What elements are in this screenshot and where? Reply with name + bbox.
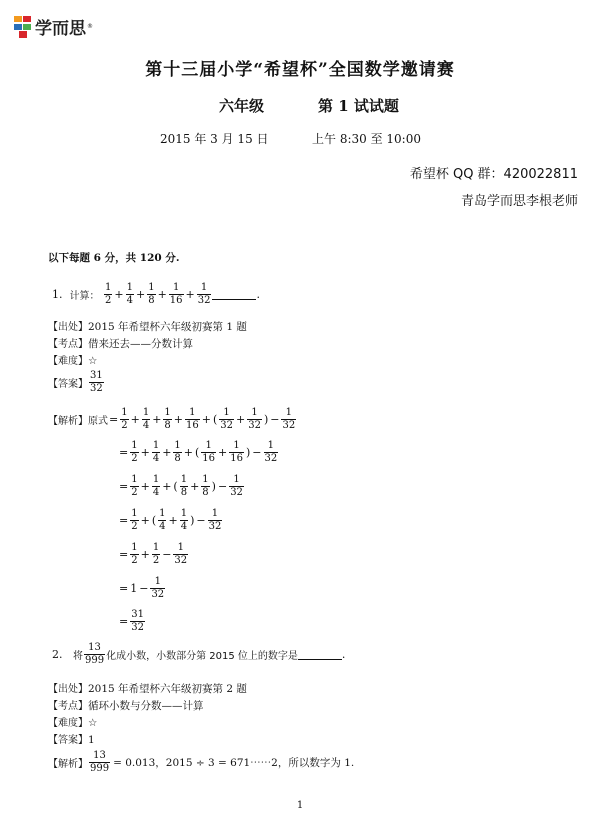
teacher-name: 青岛学而思李根老师 xyxy=(460,194,578,209)
q1-frac-4: $\frac{1}{16}$ xyxy=(169,282,183,306)
q1-frac-5: $\frac{1}{32}$ xyxy=(197,282,211,306)
q1-answer: 【答案】 $\frac{31}{32}$ xyxy=(48,370,103,394)
brand-logo xyxy=(14,14,93,39)
q2-answer-blank xyxy=(298,649,342,660)
q1-number: 1. xyxy=(52,288,63,301)
q1-analysis-step-2: = $\frac{1}{2}$ + $\frac{1}{4}$ + $\frac{1}{8}$ + ( $\frac{1}{16}$ + $\frac{1}{16}$ ) − $\frac{1}{32}$ xyxy=(119,440,278,464)
q1-analysis-step-3: = $\frac{1}{2}$ + $\frac{1}{4}$ + ( $\frac{1}{8}$ + $\frac{1}{8}$ ) − $\frac{1}{32}$ xyxy=(119,474,243,498)
test-label: 第 1 试试题 xyxy=(318,97,399,115)
q2-difficulty: 【难度】☆ xyxy=(48,717,98,729)
q2-analysis: 【解析】 $\frac{13}{999}$ = 0.013 ，2015 ÷ 3 = 671⋯⋯2，所以数字为 1. xyxy=(48,750,355,774)
intro-text: 以下每题 6 分，共 120 分. xyxy=(48,252,180,264)
page-number: 1 xyxy=(296,800,304,811)
q1-analysis-step-7: = $\frac{31}{32}$ xyxy=(119,609,144,633)
q2-answer: 【答案】1 xyxy=(48,734,95,746)
page-title: 第十三届小学“希望杯”全国数学邀请赛 xyxy=(145,60,455,80)
exam-time: 上午 8:30 至 10:00 xyxy=(312,132,421,146)
brand-reg: ® xyxy=(87,23,93,30)
logo-mark-icon xyxy=(14,16,32,38)
q1-difficulty: 【难度】☆ xyxy=(48,355,98,367)
exam-date: 2015 年 3 月 15 日 xyxy=(160,132,269,146)
q1-analysis-step-6: = 1 − $\frac{1}{32}$ xyxy=(119,576,165,600)
q2-analysis-frac: $\frac{13}{999}$ xyxy=(90,750,110,774)
q1-source: 【出处】2015 年希望杯六年级初赛第 1 题 xyxy=(48,321,247,333)
q1-frac-3: $\frac{1}{8}$ xyxy=(148,282,155,306)
q1-frac-2: $\frac{1}{4}$ xyxy=(126,282,133,306)
q2-prompt: 2. 将 $\frac{13}{999}$ 化成小数，小数部分第 2015 位上的数字是 . xyxy=(52,642,346,666)
q1-analysis-step-1: 【解析】 原式 = $\frac{1}{2}$ + $\frac{1}{4}$ + $\frac{1}{8}$ + $\frac{1}{16}$ + ( $\frac{1}{32}$ + $\frac{1}{32}$ ) − $\frac{1}{32}$ xyxy=(48,407,296,431)
q2-source: 【出处】2015 年希望杯六年级初赛第 2 题 xyxy=(48,683,247,695)
q1-answer-blank xyxy=(212,289,256,300)
q1-frac-1: $\frac{1}{2}$ xyxy=(105,282,112,306)
q1-analysis-step-4: = $\frac{1}{2}$ + ( $\frac{1}{4}$ + $\frac{1}{4}$ ) − $\frac{1}{32}$ xyxy=(119,508,222,532)
grade-label: 六年级 xyxy=(219,97,265,115)
q1-prompt: 1. 计算： $\frac{1}{2}$ + $\frac{1}{4}$ + $\frac{1}{8}$ + $\frac{1}{16}$ + $\frac{1}{32}$ . xyxy=(52,282,260,306)
q1-prompt-text: 计算： xyxy=(69,291,100,302)
brand-name: 学而思 xyxy=(35,19,86,39)
q1-analysis-step-5: = $\frac{1}{2}$ + $\frac{1}{2}$ − $\frac{1}{32}$ xyxy=(119,542,188,566)
q2-number: 2. xyxy=(52,648,63,661)
q1-point: 【考点】借来还去——分数计算 xyxy=(48,338,193,350)
q1-answer-frac: $\frac{31}{32}$ xyxy=(90,370,103,394)
q2-frac: $\frac{13}{999}$ xyxy=(85,642,105,666)
q2-point: 【考点】循环小数与分数——计算 xyxy=(48,700,204,712)
qq-group: 希望杯 QQ 群：420022811 xyxy=(409,167,578,182)
